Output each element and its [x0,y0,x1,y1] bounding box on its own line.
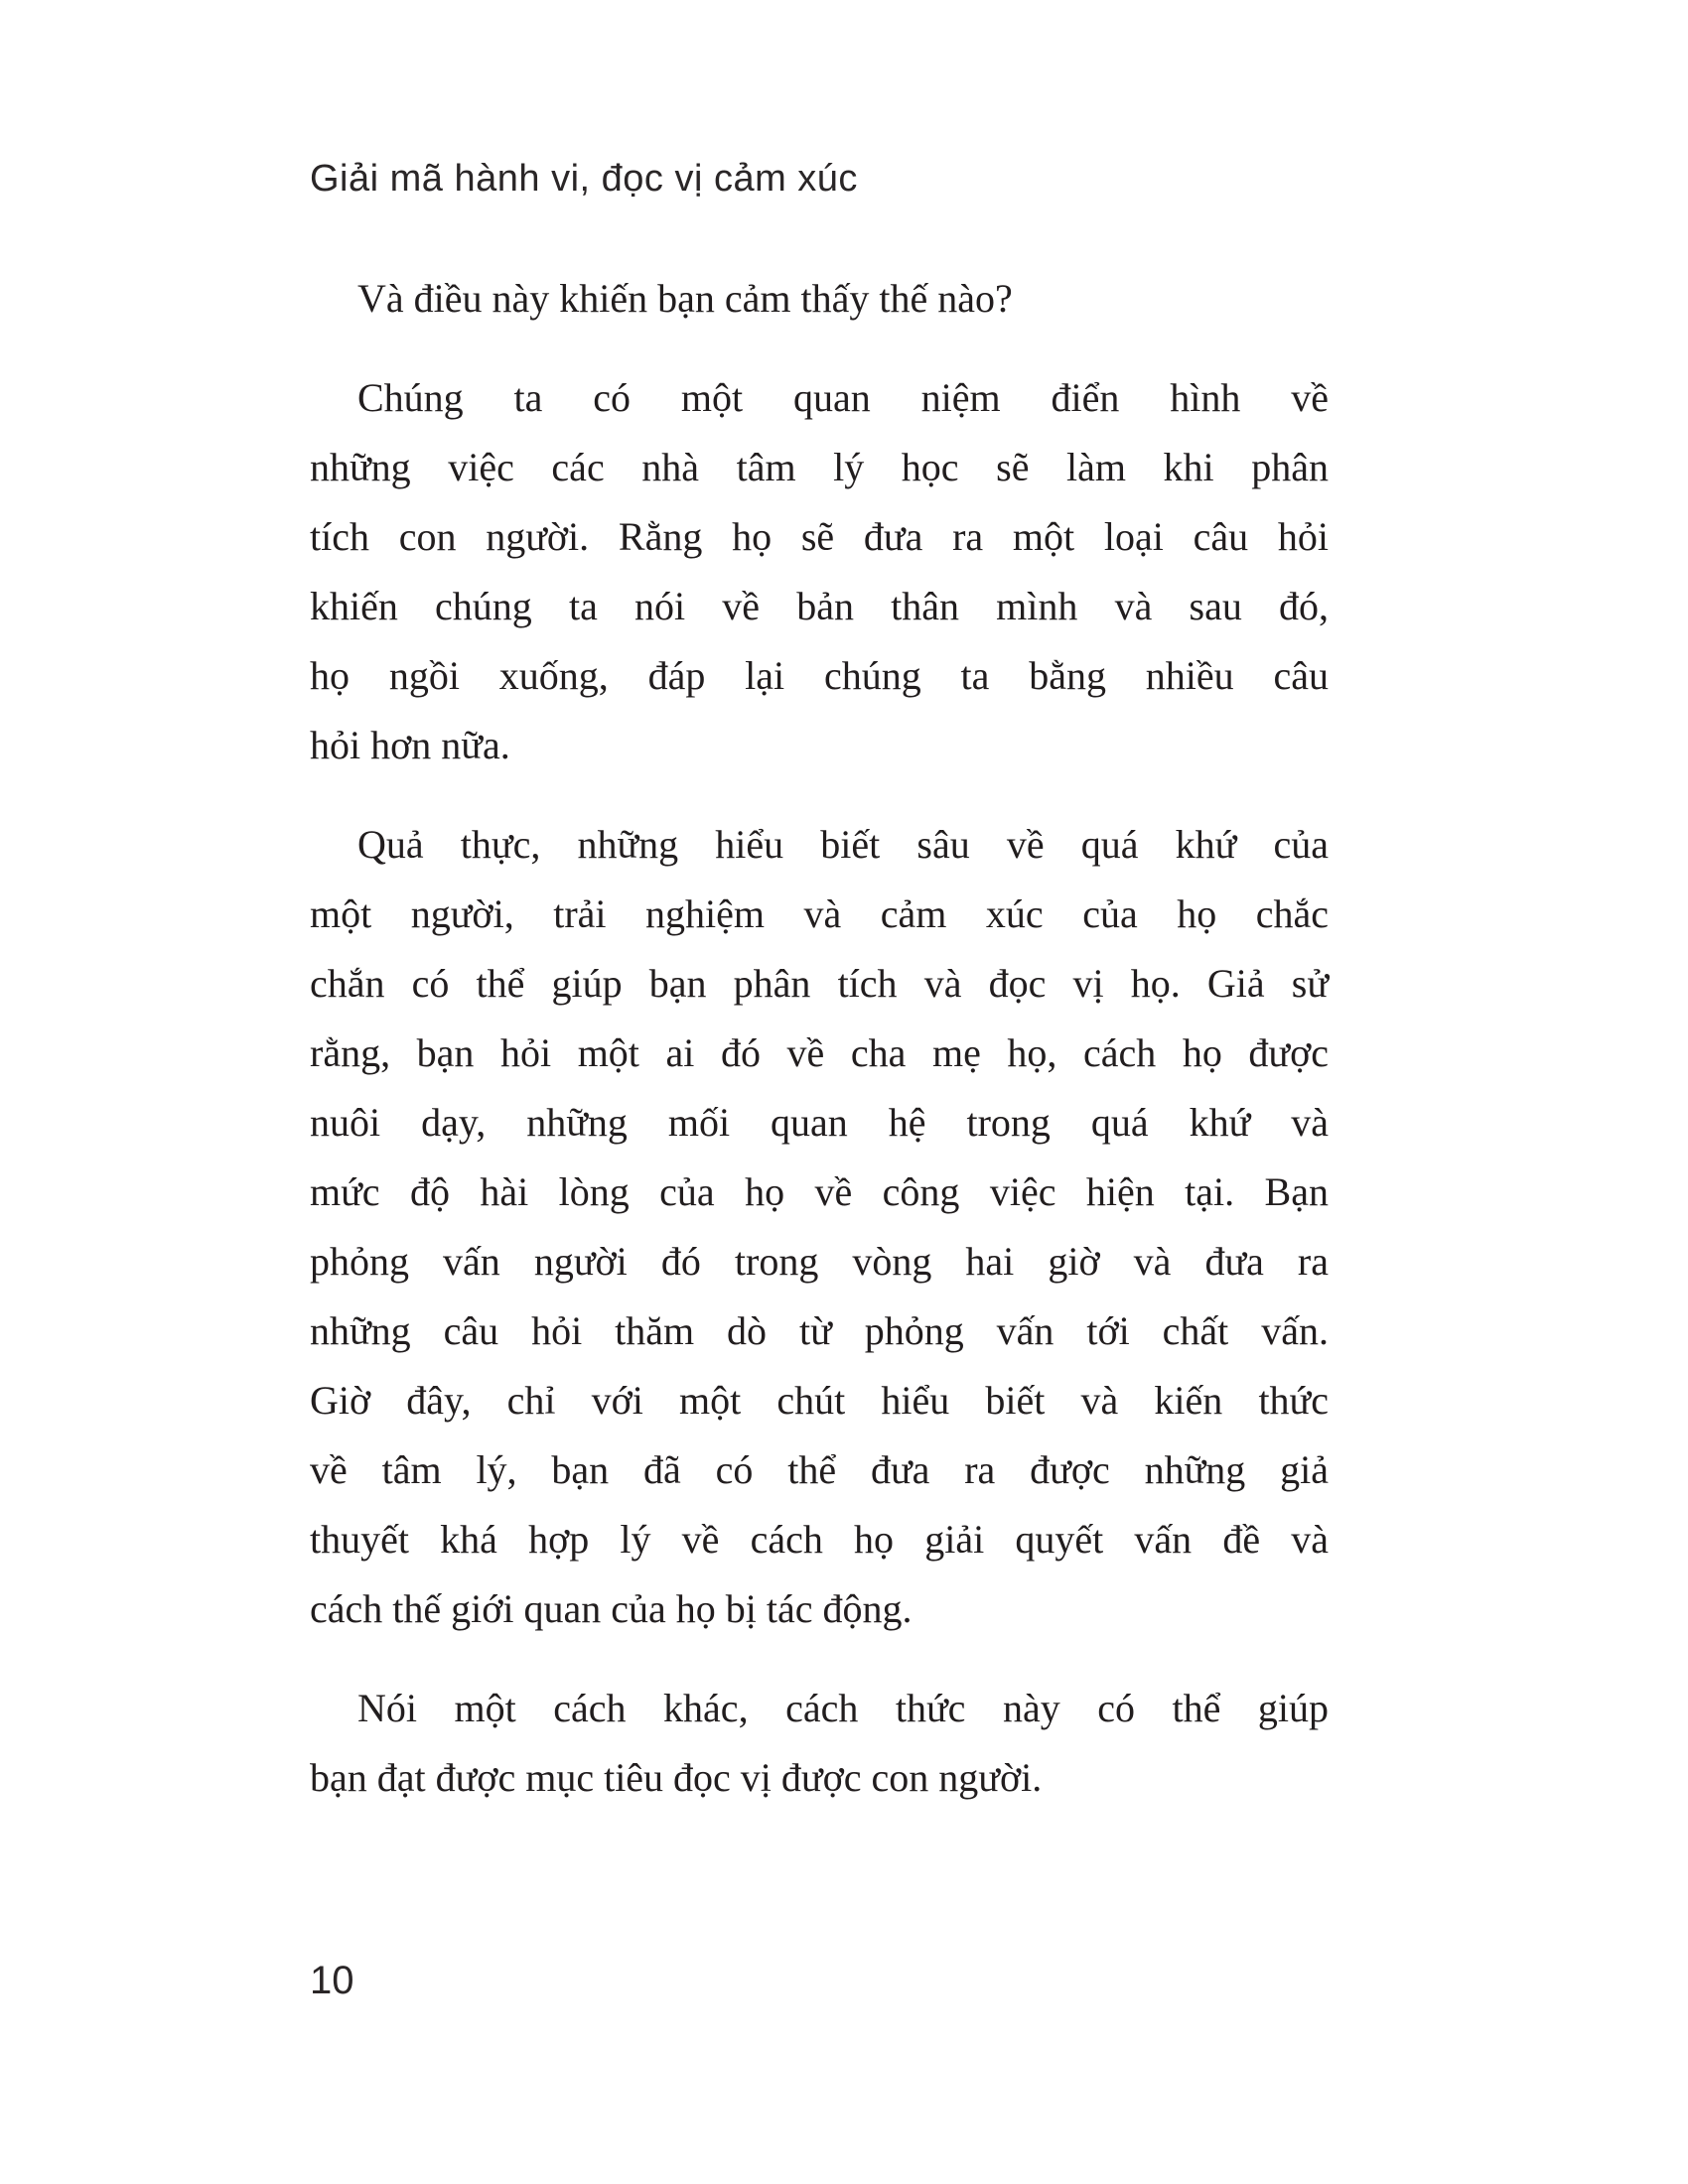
text-line: nuôi dạy, những mối quan hệ trong quá khứ và [310,1100,1329,1145]
text-line: thuyết khá hợp lý về cách họ giải quyết vấn đề và [310,1517,1329,1562]
paragraph [310,810,1329,1644]
text-line: bạn đạt được mục tiêu đọc vị được con người. [310,1755,1043,1800]
text-line: họ ngồi xuống, đáp lại chúng ta bằng nhiều câu [310,653,1329,698]
paragraph [310,264,1329,334]
text-line: khiến chúng ta nói về bản thân mình và sau đó, [310,584,1329,628]
text-line: Nói một cách khác, cách thức này có thể giúp [357,1686,1329,1730]
text-line: rằng, bạn hỏi một ai đó về cha mẹ họ, cách họ được [310,1030,1329,1075]
text-line: Chúng ta có một quan niệm điển hình về [357,375,1329,420]
text-line: Và điều này khiến bạn cảm thấy thế nào? [357,276,1013,321]
paragraph [310,1674,1329,1813]
text-line: những câu hỏi thăm dò từ phỏng vấn tới chất vấn. [310,1308,1329,1353]
text-line: Giờ đây, chỉ với một chút hiểu biết và kiến thức [310,1378,1329,1423]
text-line: tích con người. Rằng họ sẽ đưa ra một loại câu hỏi [310,514,1329,559]
text-line: Quả thực, những hiểu biết sâu về quá khứ của [357,822,1329,867]
text-line: cách thế giới quan của họ bị tác động. [310,1586,913,1631]
running-header: Giải mã hành vi, đọc vị cảm xúc [310,158,858,200]
body-text-block [310,264,1329,1843]
text-line: mức độ hài lòng của họ về công việc hiện tại. Bạn [310,1169,1329,1214]
text-line: về tâm lý, bạn đã có thể đưa ra được những giả [310,1447,1329,1492]
text-line: phỏng vấn người đó trong vòng hai giờ và đưa ra [310,1239,1329,1284]
text-line: một người, trải nghiệm và cảm xúc của họ chắc [310,891,1329,936]
text-line: hỏi hơn nữa. [310,723,510,767]
paragraph [310,363,1329,780]
text-line: những việc các nhà tâm lý học sẽ làm khi phân [310,445,1329,489]
text-line: chắn có thể giúp bạn phân tích và đọc vị họ. Giả sử [310,961,1329,1006]
page-number: 10 [310,1959,354,2002]
